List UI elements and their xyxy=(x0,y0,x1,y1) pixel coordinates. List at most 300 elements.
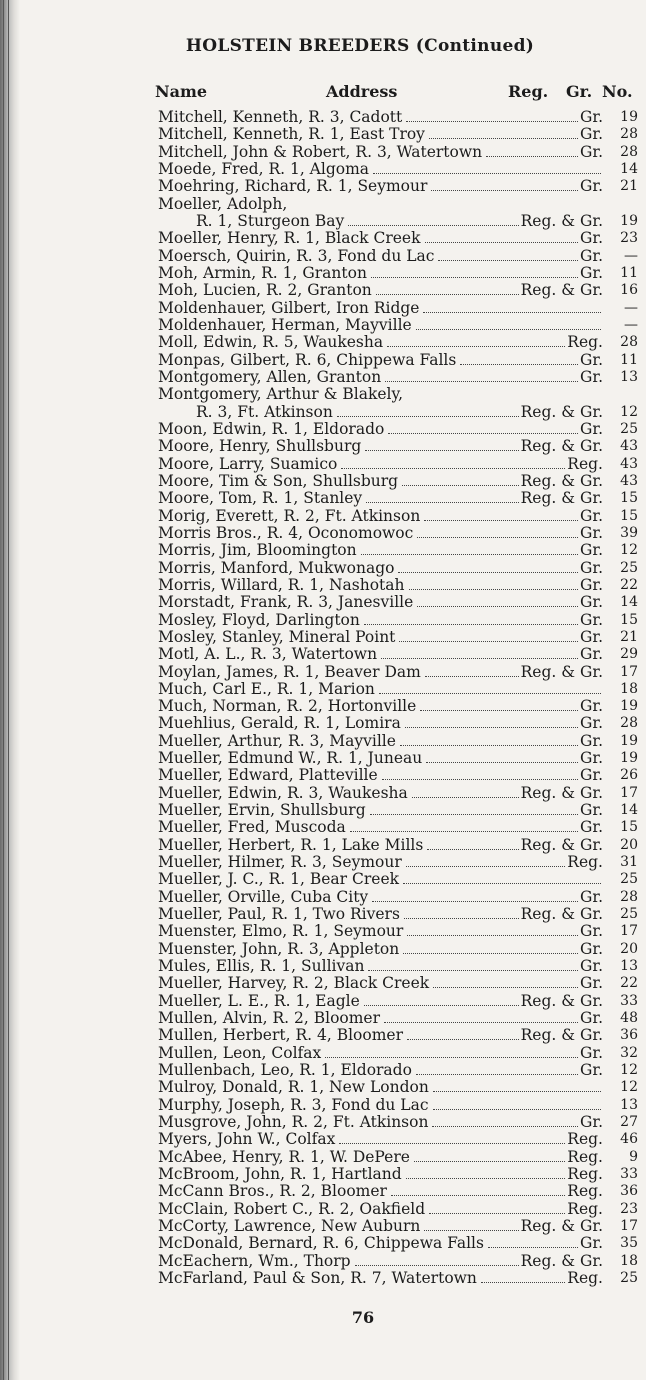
herd-number: 48 xyxy=(620,1010,638,1027)
registration-code: Gr. xyxy=(579,108,603,126)
registration-code: Gr. xyxy=(579,575,603,594)
breeder-name-address: Mullenbach, Leo, R. 1, Eldorado xyxy=(158,1061,412,1080)
entry-line xyxy=(158,317,603,334)
herd-number: 9 xyxy=(629,1148,638,1165)
entry-line xyxy=(158,230,603,247)
entry-line xyxy=(158,975,603,992)
dot-leader xyxy=(409,589,578,590)
list-item xyxy=(158,369,638,386)
registration-code: Reg. xyxy=(567,1130,603,1149)
list-item xyxy=(158,629,638,646)
column-header-gr: Gr. xyxy=(566,82,593,101)
dot-leader xyxy=(350,831,578,832)
breeder-name-address: Moore, Tim & Son, Shullsburg xyxy=(158,471,399,490)
dot-leader xyxy=(398,572,578,573)
dot-leader xyxy=(416,1074,578,1075)
list-item xyxy=(158,421,638,438)
dot-leader xyxy=(391,1195,565,1196)
breeder-name-address: Motl, A. L., R. 3, Watertown xyxy=(158,645,378,664)
dot-leader xyxy=(339,1143,565,1144)
registration-code: Gr. xyxy=(579,367,603,386)
dot-leader xyxy=(364,624,578,625)
dot-leader xyxy=(417,537,578,538)
dot-leader xyxy=(423,312,601,313)
herd-number: 15 xyxy=(620,819,638,836)
registration-code: Gr. xyxy=(579,1113,603,1132)
list-item xyxy=(158,664,638,681)
entry-line xyxy=(158,750,603,767)
breeder-name-address: Murphy, Joseph, R. 3, Fond du Lac xyxy=(158,1095,429,1114)
list-item xyxy=(158,560,638,577)
registration-code: Gr. xyxy=(579,1061,603,1080)
entry-line xyxy=(158,352,603,369)
breeder-name-address: Morris, Willard, R. 1, Nashotah xyxy=(158,575,405,594)
entry-line xyxy=(158,802,603,819)
list-item xyxy=(158,1027,638,1044)
column-header-no: No. xyxy=(602,82,633,101)
dot-leader xyxy=(407,1039,519,1040)
breeder-name-address: Moldenhauer, Herman, Mayville xyxy=(158,315,412,334)
herd-number: 43 xyxy=(620,438,638,455)
registration-code: Reg. & Gr. xyxy=(520,905,603,924)
breeder-name-address: Mitchell, Kenneth, R. 3, Cadott xyxy=(158,108,403,126)
list-item xyxy=(158,1201,638,1218)
herd-number: 43 xyxy=(620,455,638,472)
breeder-name-address: Mullen, Alvin, R. 2, Bloomer xyxy=(158,1009,381,1028)
entry-line xyxy=(158,525,603,542)
breeder-name-address: Mueller, Edmund W., R. 1, Juneau xyxy=(158,749,423,768)
herd-number: 28 xyxy=(620,126,638,143)
herd-number: 15 xyxy=(620,611,638,628)
dot-leader xyxy=(370,814,578,815)
dot-leader xyxy=(366,502,518,503)
list-item xyxy=(158,698,638,715)
entry-line xyxy=(158,785,603,802)
herd-number: 18 xyxy=(620,1252,638,1269)
registration-code: Gr. xyxy=(579,1234,603,1253)
registration-code: Gr. xyxy=(579,506,603,525)
registration-code: Gr. xyxy=(579,1009,603,1028)
breeder-name-address: Myers, John W., Colfax xyxy=(158,1130,336,1149)
herd-number: 12 xyxy=(620,542,638,559)
breeder-name-address: Moldenhauer, Gilbert, Iron Ridge xyxy=(158,298,420,317)
entry-line xyxy=(158,698,603,715)
registration-code: Gr. xyxy=(579,350,603,369)
dot-leader xyxy=(388,433,578,434)
breeder-name-address: Morstadt, Frank, R. 3, Janesville xyxy=(158,593,414,612)
list-item xyxy=(158,1149,638,1166)
list-item xyxy=(158,404,638,421)
dot-leader xyxy=(376,294,519,295)
list-item xyxy=(158,646,638,663)
herd-number: 33 xyxy=(620,992,638,1009)
list-item xyxy=(158,248,638,265)
dot-leader xyxy=(407,935,578,936)
entry-line xyxy=(158,334,603,351)
entry-line xyxy=(158,1166,603,1183)
dot-leader xyxy=(406,121,578,122)
entry-line xyxy=(158,1149,603,1166)
herd-number: 23 xyxy=(620,230,638,247)
breeder-name-address: McDonald, Bernard, R. 6, Chippewa Falls xyxy=(158,1234,484,1253)
registration-code: Reg. & Gr. xyxy=(520,437,603,456)
entry-line xyxy=(158,386,603,403)
breeder-name-address: R. 3, Ft. Atkinson xyxy=(196,402,333,421)
dot-leader xyxy=(433,1109,601,1110)
breeder-name-address: Mullen, Leon, Colfax xyxy=(158,1043,322,1062)
entry-line xyxy=(158,109,603,126)
herd-number: — xyxy=(624,316,638,333)
dot-leader xyxy=(404,918,519,919)
dot-leader xyxy=(364,1005,519,1006)
dot-leader xyxy=(486,156,578,157)
list-item xyxy=(158,941,638,958)
entry-line xyxy=(158,681,603,698)
breeder-name-address: Moore, Tom, R. 1, Stanley xyxy=(158,489,363,508)
list-item xyxy=(158,352,638,369)
registration-code: Gr. xyxy=(579,818,603,837)
breeder-name-address: Moon, Edwin, R. 1, Eldorado xyxy=(158,419,385,438)
binding-line xyxy=(3,0,4,1380)
entry-line xyxy=(158,889,603,906)
list-item xyxy=(158,819,638,836)
herd-number: — xyxy=(624,247,638,264)
list-item xyxy=(158,213,638,230)
registration-code: Gr. xyxy=(579,1043,603,1062)
breeder-name-address: Monpas, Gilbert, R. 6, Chippewa Falls xyxy=(158,350,457,369)
breeder-name-address: Mullen, Herbert, R. 4, Bloomer xyxy=(158,1026,403,1045)
breeder-name-address: Mules, Ellis, R. 1, Sullivan xyxy=(158,957,365,976)
registration-code: Reg. xyxy=(567,1182,603,1201)
dot-leader xyxy=(433,987,578,988)
entry-line xyxy=(158,612,603,629)
entry-line xyxy=(158,1218,603,1235)
entry-line xyxy=(158,560,603,577)
breeder-name-address: Montgomery, Allen, Granton xyxy=(158,367,382,386)
entry-line xyxy=(158,1183,603,1200)
list-item xyxy=(158,715,638,732)
herd-number: 17 xyxy=(620,784,638,801)
herd-number: 25 xyxy=(620,559,638,576)
dot-leader xyxy=(425,676,519,677)
entry-line xyxy=(158,196,603,213)
registration-code: Gr. xyxy=(579,610,603,629)
herd-number: 11 xyxy=(620,264,638,281)
entry-line xyxy=(158,819,603,836)
list-item xyxy=(158,750,638,767)
herd-number: 27 xyxy=(620,1114,638,1131)
dot-leader xyxy=(372,901,578,902)
entry-line xyxy=(196,404,603,421)
list-item xyxy=(158,837,638,854)
dot-leader xyxy=(365,450,518,451)
entry-line xyxy=(196,213,603,230)
registration-code: Reg. & Gr. xyxy=(520,835,603,854)
breeder-name-address: McAbee, Henry, R. 1, W. DePere xyxy=(158,1147,410,1166)
breeder-name-address: Moll, Edwin, R. 5, Waukesha xyxy=(158,333,384,352)
registration-code: Gr. xyxy=(579,887,603,906)
list-item xyxy=(158,767,638,784)
list-item xyxy=(158,178,638,195)
entry-line xyxy=(158,1010,603,1027)
herd-number: 39 xyxy=(620,524,638,541)
herd-number: 17 xyxy=(620,923,638,940)
entry-line xyxy=(158,906,603,923)
registration-code: Gr. xyxy=(579,229,603,248)
registration-code: Gr. xyxy=(579,714,603,733)
breeder-name-address: Moehring, Richard, R. 1, Seymour xyxy=(158,177,428,196)
registration-code: Reg. & Gr. xyxy=(520,211,603,230)
breeder-name-address: Morris, Manford, Mukwonago xyxy=(158,558,395,577)
list-item xyxy=(158,334,638,351)
breeder-name-address: Moersch, Quirin, R. 3, Fond du Lac xyxy=(158,246,435,265)
entry-line xyxy=(158,1045,603,1062)
breeder-name-address: Muenster, Elmo, R. 1, Seymour xyxy=(158,922,404,941)
registration-code: Gr. xyxy=(579,749,603,768)
entry-line xyxy=(158,265,603,282)
breeder-name-address: Musgrove, John, R. 2, Ft. Atkinson xyxy=(158,1113,429,1132)
herd-number: 13 xyxy=(620,368,638,385)
list-item xyxy=(158,577,638,594)
entry-line xyxy=(158,854,603,871)
registration-code: Reg. & Gr. xyxy=(520,402,603,421)
registration-code: Reg. & Gr. xyxy=(520,281,603,300)
dot-leader xyxy=(481,1282,565,1283)
page-title: HOLSTEIN BREEDERS (Continued) xyxy=(185,36,535,56)
herd-number: 26 xyxy=(620,767,638,784)
breeder-list xyxy=(158,109,638,1287)
herd-number: 18 xyxy=(620,680,638,697)
dot-leader xyxy=(406,1178,566,1179)
registration-code: Gr. xyxy=(579,731,603,750)
list-item xyxy=(158,1235,638,1252)
entry-line xyxy=(158,941,603,958)
registration-code: Gr. xyxy=(579,974,603,993)
entry-line xyxy=(158,715,603,732)
entry-line xyxy=(158,1097,603,1114)
registration-code: Reg. xyxy=(567,454,603,473)
list-item xyxy=(158,109,638,126)
entry-line xyxy=(158,1131,603,1148)
entry-line xyxy=(158,369,603,386)
entry-line xyxy=(158,1079,603,1096)
list-item xyxy=(158,473,638,490)
registration-code: Reg. xyxy=(567,853,603,872)
list-item xyxy=(158,1045,638,1062)
dot-leader xyxy=(379,693,601,694)
registration-code: Gr. xyxy=(579,593,603,612)
page-number: 76 xyxy=(351,1308,375,1327)
breeder-name-address: Mueller, L. E., R. 1, Eagle xyxy=(158,991,360,1010)
herd-number: 20 xyxy=(620,836,638,853)
dot-leader xyxy=(348,225,518,226)
herd-number: 12 xyxy=(620,1079,638,1096)
registration-code: Reg. & Gr. xyxy=(520,991,603,1010)
dot-leader xyxy=(460,364,578,365)
breeder-name-address: Moylan, James, R. 1, Beaver Dam xyxy=(158,662,421,681)
breeder-name-address: Mueller, Arthur, R. 3, Mayville xyxy=(158,731,396,750)
breeder-name-address: McEachern, Wm., Thorp xyxy=(158,1251,351,1270)
registration-code: Gr. xyxy=(579,125,603,144)
dot-leader xyxy=(385,381,578,382)
page-binding-edge xyxy=(0,0,20,1380)
list-item xyxy=(158,1131,638,1148)
herd-number: 21 xyxy=(620,178,638,195)
dot-leader xyxy=(425,242,578,243)
registration-code: Reg. xyxy=(567,1165,603,1184)
entry-line xyxy=(158,1062,603,1079)
column-header-address: Address xyxy=(326,82,398,101)
herd-number: 11 xyxy=(620,351,638,368)
registration-code: Reg. & Gr. xyxy=(520,1217,603,1235)
dot-leader xyxy=(432,1126,578,1127)
dot-leader xyxy=(337,416,519,417)
dot-leader xyxy=(414,1161,565,1162)
breeder-name-address: Moh, Armin, R. 1, Granton xyxy=(158,263,367,282)
herd-number: 15 xyxy=(620,507,638,524)
registration-code: Gr. xyxy=(579,801,603,820)
herd-number: 28 xyxy=(620,888,638,905)
list-item xyxy=(158,958,638,975)
entry-line xyxy=(158,1270,603,1287)
herd-number: 19 xyxy=(620,109,638,125)
herd-number: 22 xyxy=(620,576,638,593)
list-item xyxy=(158,525,638,542)
dot-leader xyxy=(429,1213,565,1214)
herd-number: 32 xyxy=(620,1044,638,1061)
entry-line xyxy=(158,473,603,490)
registration-code: Gr. xyxy=(579,419,603,438)
dot-leader xyxy=(433,1091,601,1092)
herd-number: 25 xyxy=(620,871,638,888)
breeder-name-address: Mueller, Herbert, R. 1, Lake Mills xyxy=(158,835,424,854)
column-header-name: Name xyxy=(155,82,208,101)
herd-number: 36 xyxy=(620,1027,638,1044)
registration-code: Reg. & Gr. xyxy=(520,1251,603,1270)
entry-line xyxy=(158,248,603,265)
registration-code: Gr. xyxy=(579,523,603,542)
herd-number: 19 xyxy=(620,732,638,749)
dot-leader xyxy=(426,762,578,763)
dot-leader xyxy=(405,727,578,728)
entry-line xyxy=(158,178,603,195)
list-item xyxy=(158,317,638,334)
herd-number: 21 xyxy=(620,628,638,645)
breeder-name-address: Much, Carl E., R. 1, Marion xyxy=(158,679,375,698)
breeder-name-address: Mueller, Hilmer, R. 3, Seymour xyxy=(158,853,402,872)
list-item xyxy=(158,1166,638,1183)
herd-number: — xyxy=(624,299,638,316)
herd-number: 28 xyxy=(620,715,638,732)
herd-number: 16 xyxy=(620,282,638,299)
list-item xyxy=(158,889,638,906)
breeder-name-address: Mosley, Stanley, Mineral Point xyxy=(158,627,396,646)
entry-line xyxy=(158,594,603,611)
entry-line xyxy=(158,421,603,438)
list-item xyxy=(158,923,638,940)
breeder-name-address: Moore, Henry, Shullsburg xyxy=(158,437,362,456)
breeder-name-address: Moeller, Henry, R. 1, Black Creek xyxy=(158,229,421,248)
list-item xyxy=(158,300,638,317)
herd-number: 17 xyxy=(620,1218,638,1234)
registration-code: Reg. & Gr. xyxy=(520,1026,603,1045)
entry-line xyxy=(158,1253,603,1270)
dot-leader xyxy=(400,745,578,746)
list-item xyxy=(158,785,638,802)
list-item xyxy=(158,612,638,629)
herd-number: 28 xyxy=(620,143,638,160)
list-item xyxy=(158,871,638,888)
list-item xyxy=(158,906,638,923)
breeder-name-address: Moore, Larry, Suamico xyxy=(158,454,338,473)
list-item xyxy=(158,265,638,282)
breeder-name-address: Morris Bros., R. 4, Oconomowoc xyxy=(158,523,414,542)
herd-number: 19 xyxy=(620,698,638,715)
dot-leader xyxy=(403,953,578,954)
entry-line xyxy=(158,1027,603,1044)
entry-line xyxy=(158,161,603,178)
binding-line xyxy=(8,0,9,1380)
entry-line xyxy=(158,733,603,750)
entry-line xyxy=(158,871,603,888)
list-item xyxy=(158,490,638,507)
herd-number: 12 xyxy=(620,1062,638,1079)
registration-code: Gr. xyxy=(579,541,603,560)
registration-code: Gr. xyxy=(579,645,603,664)
entry-line xyxy=(158,300,603,317)
list-item xyxy=(158,975,638,992)
list-item xyxy=(158,1062,638,1079)
herd-number: 23 xyxy=(620,1200,638,1217)
entry-line xyxy=(158,144,603,161)
list-item xyxy=(158,733,638,750)
column-header-reg: Reg. xyxy=(508,82,549,101)
registration-code: Gr. xyxy=(579,263,603,282)
dot-leader xyxy=(371,277,578,278)
list-item xyxy=(158,438,638,455)
registration-code: Reg. & Gr. xyxy=(520,662,603,681)
list-item xyxy=(158,681,638,698)
breeder-name-address: Mueller, Harvey, R. 2, Black Creek xyxy=(158,974,430,993)
breeder-name-address: McCorty, Lawrence, New Auburn xyxy=(158,1217,421,1235)
list-item xyxy=(158,1218,638,1235)
list-item xyxy=(158,508,638,525)
herd-number: 15 xyxy=(620,490,638,507)
breeder-name-address: Mueller, J. C., R. 1, Bear Creek xyxy=(158,870,400,889)
dot-leader xyxy=(420,710,578,711)
herd-number: 17 xyxy=(620,663,638,680)
breeder-name-address: Mueller, Edward, Platteville xyxy=(158,766,378,785)
dot-leader xyxy=(429,138,578,139)
breeder-name-address: McCann Bros., R. 2, Bloomer xyxy=(158,1182,387,1201)
dot-leader xyxy=(373,173,601,174)
dot-leader xyxy=(431,190,578,191)
registration-code: Gr. xyxy=(579,177,603,196)
breeder-name-address: Muenster, John, R. 3, Appleton xyxy=(158,939,400,958)
breeder-name-address: Morig, Everett, R. 2, Ft. Atkinson xyxy=(158,506,421,525)
list-item xyxy=(158,802,638,819)
registration-code: Gr. xyxy=(579,558,603,577)
entry-line xyxy=(158,438,603,455)
entry-line xyxy=(158,958,603,975)
registration-code: Gr. xyxy=(579,697,603,716)
dot-leader xyxy=(403,883,601,884)
registration-code: Gr. xyxy=(579,922,603,941)
entry-line xyxy=(158,456,603,473)
registration-code: Reg. & Gr. xyxy=(520,489,603,508)
herd-number: 29 xyxy=(620,646,638,663)
registration-code: Reg. & Gr. xyxy=(520,471,603,490)
